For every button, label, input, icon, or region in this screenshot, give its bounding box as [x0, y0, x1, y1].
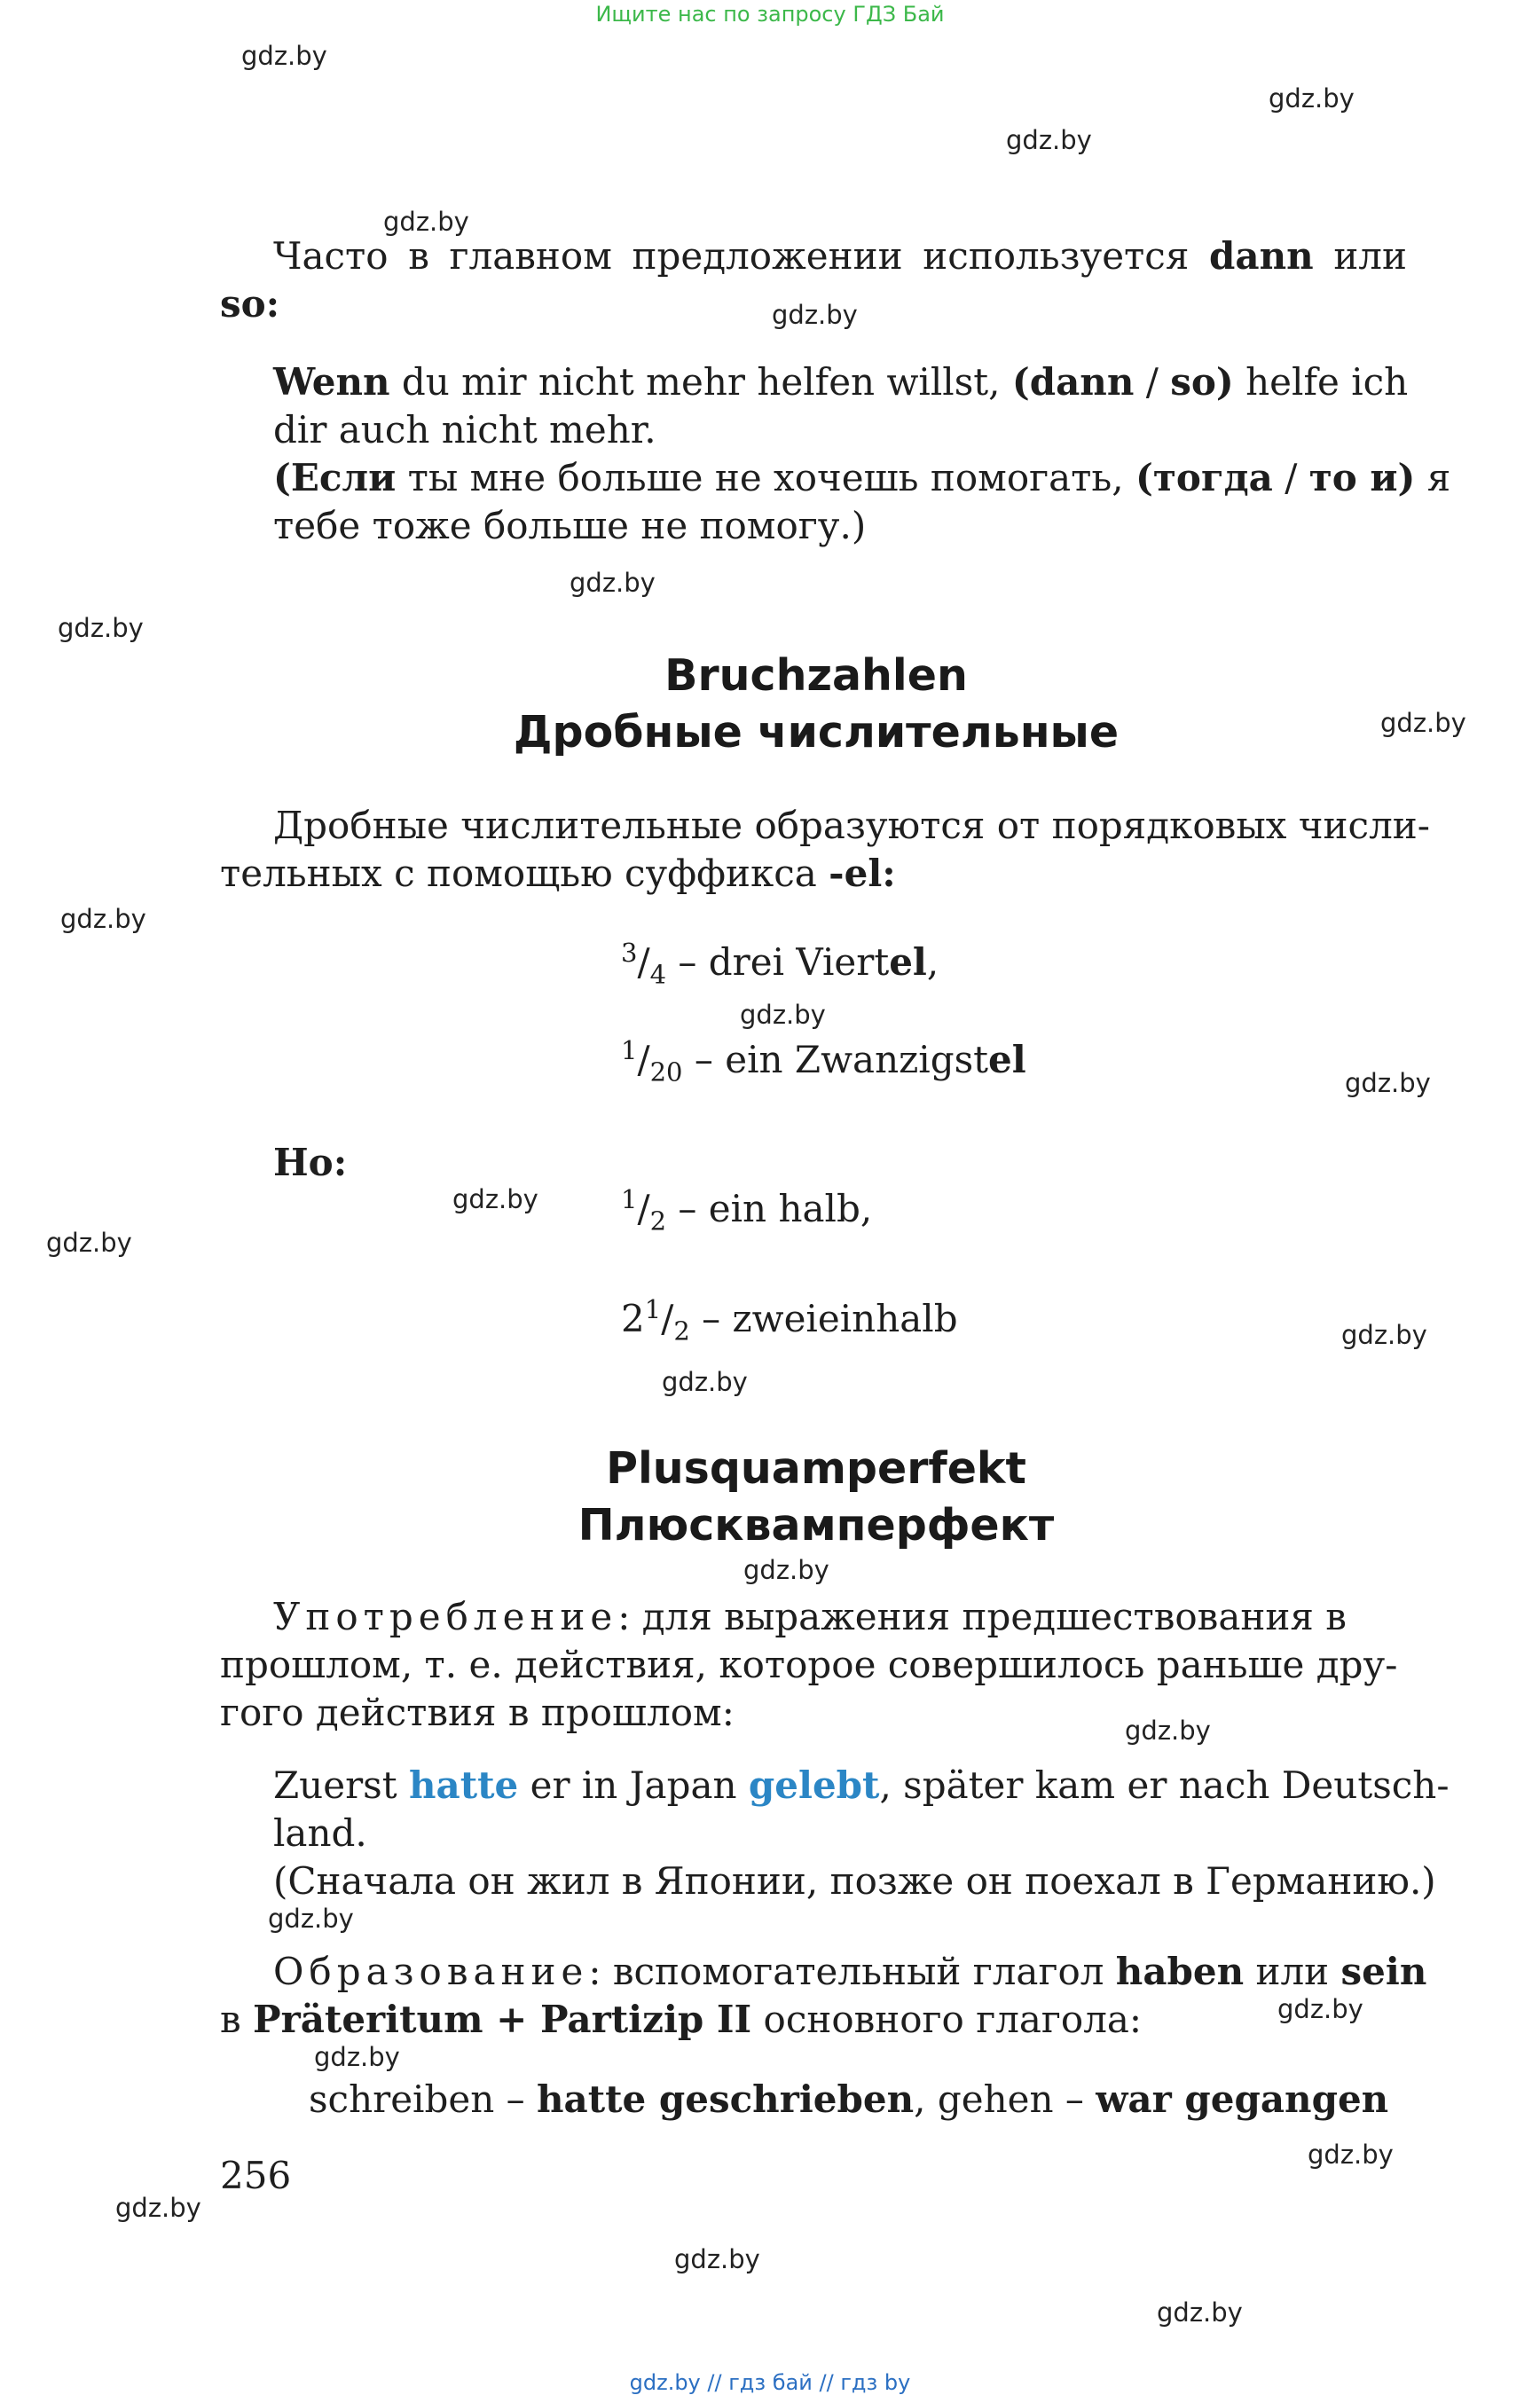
fraction-numerator: 1 [621, 1184, 638, 1214]
fraction-end: , [926, 940, 939, 984]
usage-text: : для выражения предшествования в [617, 1595, 1347, 1638]
example-text: Zuerst [273, 1763, 409, 1807]
example-ru-esli: (Если [273, 456, 397, 499]
example-text: helfe ich [1233, 360, 1409, 404]
top-search-banner[interactable]: Ищите нас по запросу ГДЗ Бай [595, 2, 945, 27]
fraction-denominator: 4 [649, 959, 667, 990]
formation-example-bold: hatte geschrieben [536, 2077, 915, 2121]
intro-text: Часто в главном предложении используется [273, 234, 1209, 278]
formation-text: основного глагола: [751, 1998, 1143, 2041]
watermark: gdz.by [1380, 708, 1466, 738]
section-title-de: Bruchzahlen [664, 650, 968, 701]
fraction-denominator: 20 [649, 1056, 683, 1088]
plusq-example-ru: (Сначала он жил в Японии, позже он поехал в Германию.) [273, 1859, 1436, 1903]
example-wenn: Wenn [273, 360, 390, 404]
formation-text: или [1244, 1950, 1341, 1993]
usage-line2: прошлом, т. е. действия, которое совершилось раньше дру- [220, 1643, 1398, 1686]
page-number: 256 [220, 2154, 292, 2197]
bottom-links[interactable]: gdz.by // гдз бай // гдз by [629, 2370, 911, 2395]
fraction-word: – ein halb, [666, 1187, 873, 1230]
fraction-example: $^1/_{20}$ – ein Zwanzigstel [621, 1035, 1026, 1088]
usage-label: Употребление [273, 1595, 618, 1638]
formation-line2 [220, 1996, 1142, 2044]
intro-colon: : [882, 852, 896, 895]
example-de-line2: dir auch nicht mehr. [273, 408, 656, 452]
example-ru-slash: / [1272, 456, 1309, 499]
watermark: gdz.by [268, 1904, 354, 1934]
fraction-suffix: el [988, 1038, 1026, 1081]
fraction-word: – zweieinhalb [689, 1297, 958, 1340]
watermark: gdz.by [46, 1228, 132, 1258]
watermark: gdz.by [1345, 1068, 1431, 1098]
watermark: gdz.by [58, 613, 144, 643]
example-ru-text: я [1415, 456, 1451, 499]
intro-colon: : [265, 282, 280, 326]
watermark: gdz.by [1269, 83, 1355, 114]
example-text: du mir nicht mehr helfen willst, [389, 360, 1012, 404]
watermark: gdz.by [115, 2193, 201, 2223]
formation-example-bold: war gegangen [1096, 2077, 1389, 2121]
example-gelebt: gelebt [748, 1763, 880, 1807]
formation-label: Образование [273, 1950, 589, 1993]
example-ru-togda: (тогда [1135, 456, 1273, 499]
fraction-word: – ein Zwanzigst [682, 1038, 989, 1081]
plusq-example-line1 [273, 1762, 1450, 1810]
example-ru-line2: тебе тоже больше не помогу.) [273, 504, 867, 547]
intro-dann: dann [1208, 234, 1314, 278]
formation-examples [309, 2076, 1388, 2124]
watermark: gdz.by [60, 904, 146, 934]
fraction-exception: $^1/_2$ – ein halb, [621, 1184, 873, 1237]
watermark: gdz.by [772, 300, 858, 330]
but-text: Но: [273, 1141, 348, 1184]
fraction-word: – drei Viert [666, 940, 890, 984]
fractions-intro-line1: Дробные числительные образуются от порядковых числи- [273, 804, 1430, 847]
suffix-el: -el [829, 852, 883, 895]
formation-example-text: schreiben – [309, 2077, 537, 2121]
example-text: , später kam er nach Deutsch- [879, 1763, 1450, 1807]
fraction-denominator: 2 [649, 1205, 667, 1237]
watermark: gdz.by [662, 1367, 748, 1397]
section-title-de: Plusquamperfekt [606, 1443, 1026, 1494]
fractions-intro-line2 [220, 850, 896, 898]
formation-example-text: , gehen – [914, 2077, 1096, 2121]
usage-line3: гого действия в прошлом: [220, 1691, 735, 1734]
watermark: gdz.by [452, 1184, 538, 1214]
formation-text: в [220, 1998, 253, 2041]
but-label [273, 1139, 347, 1187]
fraction-numerator: 1 [644, 1294, 662, 1324]
example-slash: / [1134, 360, 1171, 404]
intro-mid: или [1313, 234, 1407, 278]
watermark: gdz.by [570, 568, 656, 598]
formation-line1 [273, 1948, 1426, 1996]
example-text: er in Japan [518, 1763, 749, 1807]
watermark: gdz.by [1277, 1994, 1363, 2024]
intro-text: тельных с помощью суффикса [220, 852, 829, 895]
fraction-denominator: 2 [673, 1315, 690, 1347]
watermark: gdz.by [740, 1000, 826, 1030]
watermark: gdz.by [1006, 125, 1092, 155]
example-ru-to-i: то и) [1308, 456, 1416, 499]
fraction-numerator: 3 [621, 938, 638, 968]
watermark: gdz.by [314, 2042, 400, 2072]
fraction-numerator: 1 [621, 1035, 638, 1065]
formation-sein: sein [1340, 1950, 1427, 1993]
example-de-line1 [273, 358, 1408, 406]
example-dann: (dann [1011, 360, 1135, 404]
section-title-ru: Дробные числительные [513, 707, 1120, 758]
watermark: gdz.by [743, 1555, 829, 1585]
watermark: gdz.by [1125, 1716, 1211, 1746]
example-ru-line1 [273, 454, 1450, 502]
section-title-ru: Плюсквамперфект [578, 1500, 1055, 1551]
intro-so: so [220, 282, 266, 326]
example-hatte: hatte [408, 1763, 519, 1807]
formation-tenses: Präteritum + Partizip II [253, 1998, 752, 2041]
plusq-example-line2: land. [273, 1811, 367, 1855]
fraction-whole: 2 [621, 1297, 645, 1340]
watermark: gdz.by [1308, 2140, 1394, 2170]
fraction-exception: $2^1/_2$ – zweieinhalb [621, 1294, 958, 1347]
watermark: gdz.by [674, 2244, 760, 2274]
usage-line1 [273, 1593, 1347, 1641]
watermark: gdz.by [241, 41, 327, 71]
fraction-suffix: el [889, 940, 927, 984]
formation-text: : вспомогательный глагол [588, 1950, 1116, 1993]
fraction-example: $^3/_4$ – drei Viertel, [621, 938, 939, 990]
dann-so-intro [220, 232, 1407, 328]
example-ru-text: ты мне больше не хочешь помогать, [396, 456, 1135, 499]
formation-haben: haben [1115, 1950, 1245, 1993]
watermark: gdz.by [1157, 2297, 1243, 2328]
example-so: so) [1170, 360, 1234, 404]
watermark: gdz.by [1341, 1320, 1427, 1350]
watermark: gdz.by [383, 207, 469, 237]
